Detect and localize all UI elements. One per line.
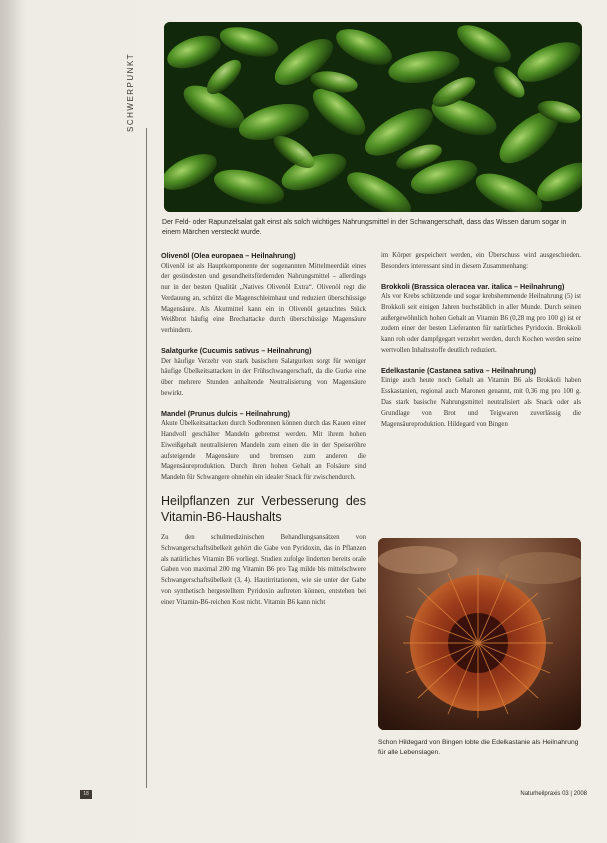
broccoli-text: Als vor Krebs schützende und sogar krebshemmende Heilnahrung (5) ist Brokkoli seit einigen Jahren buchstäblich in aller Munde. Durch seinen außergewöhnlich hohen Gehalt an Vitamin B6 (0,28 mg pro 100 g) ist er zudem einer der besten Lieferanten für natürliches Pyridoxin. Brokkoli kann roh oder dampfgegart verzehrt werden, durch Kochen werden seine wertvollen Inhaltsstoffe deutlich reduziert. xyxy=(381,293,581,355)
cucumber-heading: Salatgurke (Cucumis sativus – Heilnahrung) xyxy=(161,346,312,356)
chestnut-heading: Edelkastanie (Castanea sativa – Heilnahrung) xyxy=(381,365,536,375)
page-number: 18 xyxy=(80,790,92,799)
journal-footer: Naturheilpraxis 03 | 2008 xyxy=(520,791,587,797)
broccoli-heading: Brokkoli (Brassica oleracea var. italica – Heilnahrung) xyxy=(381,281,565,291)
cucumber-text: Der häufige Verzehr von stark basischen Salatgurken sorgt für weniger häufige Übelkeitsattacken in der Frühschwangerschaft, da die Gurke eine über mehrere Stunden anhaltende Neutralisierung von Magensäure bewirkt. xyxy=(161,357,366,397)
left-column xyxy=(161,251,366,618)
lambs-lettuce-photo xyxy=(164,22,582,212)
right-column xyxy=(381,251,581,439)
continuation-text: im Körper gespeichert werden, ein Überschuss wird ausgeschieden. Besonders interessant sind in diesem Zusammenhang: xyxy=(381,252,581,270)
vitamin-b6-text: Zu den schulmedizinischen Behandlungsansätzen von Schwangerschaftsübelkeit gehört die Gabe von Pyridoxin, das in Pflanzen als natürliches Vitamin B6 vorliegt. Studien zufolge linderten bereits orale Gaben von maximal 200 mg Vitamin B6 pro Tag milde bis mittelschwere Schwangerschaftsübelkeit (3, 4). Hautirritationen, wie sie unter der Gabe von synthetisch hergestelltem Pyridoxin auftreten können, entstehen bei einer Vitamin-B6-reichen Kost nicht. Vitamin B6 kann nicht xyxy=(161,534,366,606)
photo-caption-bottom: Schon Hildegard von Bingen lobte die Edelkastanie als Heilnahrung für alle Lebenslagen. xyxy=(378,739,579,756)
section-divider xyxy=(146,128,147,788)
section-headline: Heilpflanzen zur Verbesserung des Vitamin-B6-Haushalts xyxy=(161,494,366,524)
chestnut-photo xyxy=(378,538,581,730)
photo-caption-top: Der Feld- oder Rapunzelsalat galt einst als solch wichtiges Nahrungsmittel in der Schwangerschaft, dass das Wissen darum sogar in einem Märchen versteckt wurde. xyxy=(162,219,567,237)
almond-heading: Mandel (Prunus dulcis – Heilnahrung) xyxy=(161,408,290,418)
chestnut-text: Einige auch heute noch Gehalt an Vitamin B6 als Brokkoli haben Esskastanien, regional auch Maronen genannt, mit 0,36 mg pro 100 g. Das stark basische Nahrungsmittel neutralisiert als Snack oder als Grundlage von Brot und Teigwaren zuverlässig die Magensäureproduktion. Hildegard von Bingen xyxy=(381,377,581,428)
olive-oil-heading: Olivenöl (Olea europaea – Heilnahrung) xyxy=(161,251,296,260)
lettuce-image xyxy=(164,22,582,212)
almond-text: Akute Übelkeitsattacken durch Sodbrennen können durch das Kauen einer Handvoll geschälter Mandeln gebremst werden. Mit ihrem hohen Eiweißgehalt neutralisieren Mandeln zum einen die in der Speiseröhre aufsteigende Magensäure und bremsen zum anderen die Magensäureproduktion. Durch ihren hohen Gehalt an Folsäure sind Mandeln für Schwangere ohnehin ein idealer Snack für zwischendurch. xyxy=(161,420,366,482)
binding-shadow xyxy=(0,0,22,843)
chestnut-image xyxy=(378,538,581,730)
section-label: SCHWERPUNKT xyxy=(126,52,135,132)
olive-oil-text: Olivenöl ist als Hauptkomponente der sogenannten Mittelmeerdiät eines der gesündesten und gesundheitsfördernden Nahrungsmittel – allerdings nur in der besten Qualität „Natives Olivenöl Extra“. Olivenöl regt die Verdauung an, schützt die Magenschleimhaut und reduziert überschüssige Magensäure. Als Akutmittel kann ein in Olivenöl getauchtes Stück Weißbrot häufig eine Brechattacke durch überschüssige Magensäure verhindern. xyxy=(161,262,366,335)
